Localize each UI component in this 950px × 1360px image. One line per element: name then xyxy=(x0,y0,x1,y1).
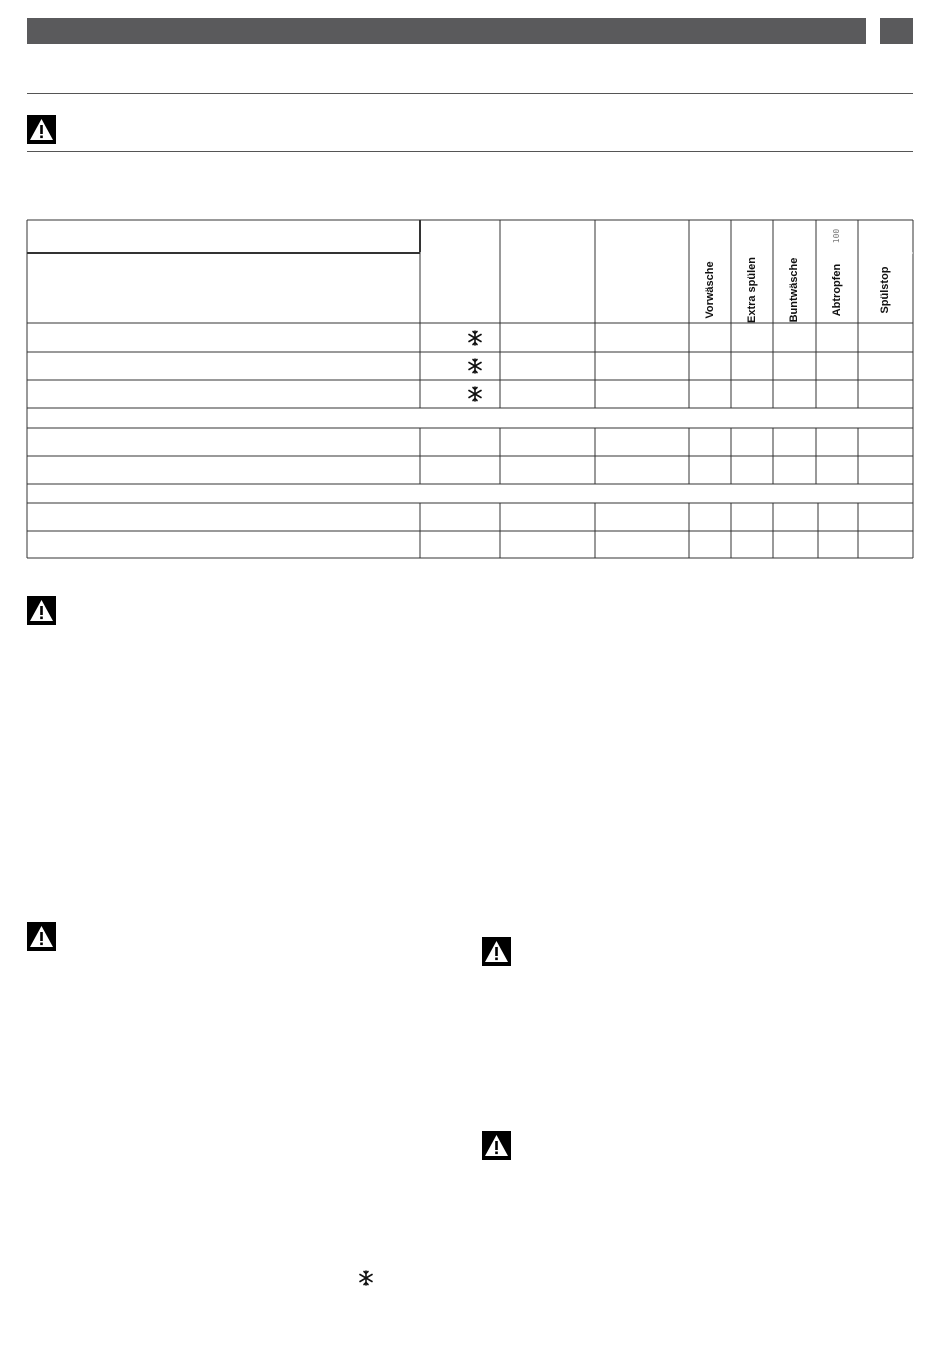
col-header-buntwaesche: Buntwäsche xyxy=(788,257,800,323)
snowflake-icon xyxy=(467,330,483,346)
snowflake-icon xyxy=(358,1270,374,1286)
snowflake-icon xyxy=(467,386,483,402)
warning-triangle-icon xyxy=(482,937,511,966)
warning-triangle-icon xyxy=(482,1131,511,1160)
snowflake-icon xyxy=(467,358,483,374)
abtropfen-value: 100 xyxy=(832,228,841,244)
warning-triangle-icon xyxy=(27,596,56,625)
program-table xyxy=(0,0,950,600)
col-header-extra-spuelen: Extra spülen xyxy=(746,256,758,324)
warning-triangle-icon xyxy=(27,922,56,951)
col-header-vorwaesche: Vorwäsche xyxy=(704,261,716,319)
col-header-spuelstop: Spülstop xyxy=(879,266,891,314)
col-header-abtropfen: Abtropfen xyxy=(831,263,843,317)
